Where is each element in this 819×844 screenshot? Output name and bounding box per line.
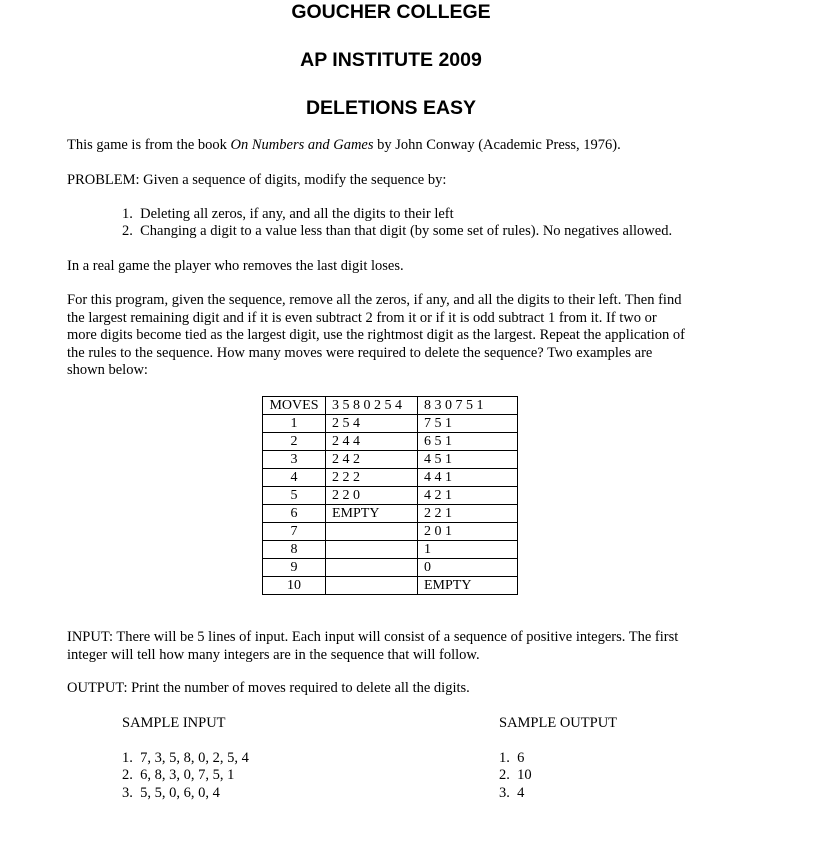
table-header-cell: MOVES	[263, 397, 326, 415]
table-cell: 6 5 1	[418, 433, 518, 451]
table-cell	[326, 541, 418, 559]
sample-input-label: SAMPLE INPUT	[122, 715, 226, 731]
intro-paragraph	[67, 137, 747, 155]
table-row	[263, 559, 518, 577]
table-row	[263, 505, 518, 523]
intro-after: by John Conway (Academic Press, 1976).	[373, 137, 621, 153]
table-cell: EMPTY	[418, 577, 518, 595]
table-cell: 3	[263, 451, 326, 469]
table-cell: 2	[263, 433, 326, 451]
table-row	[263, 487, 518, 505]
table-cell: 2 2 0	[326, 487, 418, 505]
table-cell: 4 2 1	[418, 487, 518, 505]
college-heading: GOUCHER COLLEGE	[291, 1, 491, 23]
table-row	[263, 469, 518, 487]
sample-output-label: SAMPLE OUTPUT	[499, 715, 618, 731]
table-cell: 4 5 1	[418, 451, 518, 469]
program-line: For this program, given the sequence, remove all the zeros, if any, and all the digits to their left. Then find	[67, 292, 682, 308]
sample-output-line: 2. 10	[499, 767, 532, 783]
table-cell	[326, 577, 418, 595]
output-paragraph: OUTPUT: Print the number of moves required to delete all the digits.	[67, 680, 470, 696]
book-title: On Numbers and Games	[230, 137, 374, 153]
table-cell: 4	[263, 469, 326, 487]
table-cell: 1	[418, 541, 518, 559]
table-row	[263, 451, 518, 469]
table-header-row	[263, 397, 518, 415]
program-line: the largest remaining digit and if it is even subtract 2 from it or if it is odd subtract 1 from it. If two or	[67, 309, 657, 326]
table-row	[263, 577, 518, 595]
page-title: DELETIONS EASY	[305, 97, 477, 119]
real-game-paragraph: In a real game the player who removes the last digit loses.	[67, 258, 404, 274]
table-cell: 8	[263, 541, 326, 559]
table-cell: 2 2 2	[326, 469, 418, 487]
table-cell: 0	[418, 559, 518, 577]
sample-input-line: 2. 6, 8, 3, 0, 7, 5, 1	[122, 767, 235, 783]
program-line: more digits become tied as the largest digit, use the rightmost digit as the largest. Repeat the application of	[67, 327, 685, 343]
table-cell: 7 5 1	[418, 415, 518, 433]
table-cell: 10	[263, 577, 326, 595]
table-row	[263, 523, 518, 541]
intro-before: This game is from the book	[67, 137, 231, 153]
table-cell: 2 4 4	[326, 433, 418, 451]
table-cell: 5	[263, 487, 326, 505]
table-cell: EMPTY	[326, 505, 418, 523]
table-header-cell: 3 5 8 0 2 5 4	[326, 397, 418, 415]
program-paragraph	[67, 292, 747, 380]
rule-item: 2. Changing a digit to a value less than that digit (by some set of rules). No negatives allowed.	[122, 223, 673, 239]
table-cell: 4 4 1	[418, 469, 518, 487]
table-cell: 2 2 1	[418, 505, 518, 523]
sample-input-line: 3. 5, 5, 0, 6, 0, 4	[122, 785, 220, 801]
table-cell: 2 5 4	[326, 415, 418, 433]
rule-item: 1. Deleting all zeros, if any, and all the digits to their left	[122, 206, 454, 222]
table-cell: 7	[263, 523, 326, 541]
table-cell	[326, 523, 418, 541]
input-line: integer will tell how many integers are in the sequence that will follow.	[67, 646, 480, 663]
input-paragraph	[67, 629, 747, 664]
program-line: the rules to the sequence. How many moves were required to delete the sequence? Two examples are	[67, 344, 653, 361]
sample-input-line: 1. 7, 3, 5, 8, 0, 2, 5, 4	[122, 750, 249, 766]
sample-output-line: 1. 6	[499, 750, 525, 766]
table-cell: 9	[263, 559, 326, 577]
table-row	[263, 415, 518, 433]
moves-table	[262, 396, 518, 595]
table-cell: 6	[263, 505, 326, 523]
table-cell: 2 0 1	[418, 523, 518, 541]
problem-statement: PROBLEM: Given a sequence of digits, modify the sequence by:	[67, 172, 447, 188]
table-header-cell: 8 3 0 7 5 1	[418, 397, 518, 415]
institute-heading: AP INSTITUTE 2009	[300, 49, 482, 71]
program-line: shown below:	[67, 362, 148, 378]
table-row	[263, 541, 518, 559]
table-cell	[326, 559, 418, 577]
input-line: INPUT: There will be 5 lines of input. Each input will consist of a sequence of positive integers. The first	[67, 629, 679, 645]
table-cell: 1	[263, 415, 326, 433]
table-cell: 2 4 2	[326, 451, 418, 469]
sample-output-line: 3. 4	[499, 785, 525, 801]
table-row	[263, 433, 518, 451]
